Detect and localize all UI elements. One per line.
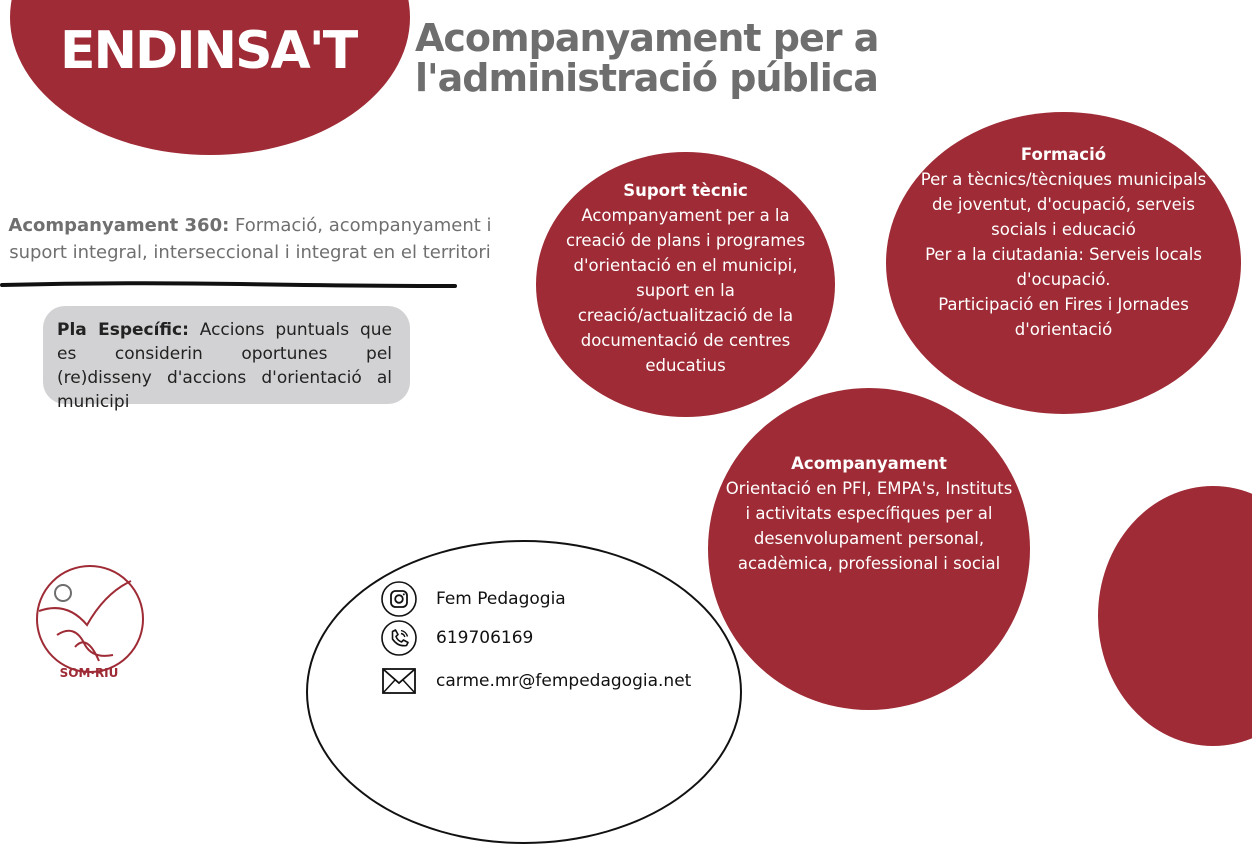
formacio-content [886, 142, 1241, 342]
formacio-title: Formació [1020, 145, 1107, 164]
acompanyament-body: Orientació en PFI, EMPA's, Instituts i activitats específiques per al desenvolupament personal, acadèmica, professional i social [725, 479, 1013, 573]
headline-line-2: l'administració pública [415, 56, 878, 100]
pla-especific-box [43, 306, 410, 412]
formacio-line-2: Per a la ciutadania: Serveis locals d'ocupació. [925, 245, 1202, 289]
pla-especific-label: Pla Específic: [57, 320, 189, 340]
pla-especific-description: Accions puntuals que es considerin oportunes pel (re)disseny d'accions d'orientació al municipi [57, 320, 392, 412]
contact-instagram[interactable] [380, 581, 566, 617]
suport-tecnic-content [536, 178, 835, 378]
phone-icon [380, 620, 418, 656]
formacio-line-3: Participació en Fires i Jornades d'orientació [938, 295, 1189, 339]
brand-title: ENDINSA'T [60, 21, 357, 81]
acompanyament-content [708, 451, 1030, 576]
acompanyament-360-label: Acompanyament 360: [8, 215, 230, 236]
formacio-line-1: Per a tècnics/tècniques municipals de joventut, d'ocupació, serveis socials i educació [920, 170, 1207, 239]
acompanyament-circle [708, 388, 1030, 710]
contact-phone[interactable] [380, 620, 533, 656]
decorative-circle [1098, 486, 1252, 746]
phone-number: 619706169 [436, 628, 534, 648]
formacio-circle [886, 112, 1241, 414]
acompanyament-title: Acompanyament [791, 454, 947, 473]
instagram-handle: Fem Pedagogia [436, 589, 566, 609]
headline-line-1: Acompanyament per a [415, 16, 879, 60]
envelope-icon [380, 663, 418, 699]
instagram-icon [380, 581, 418, 617]
headline [415, 18, 878, 98]
suport-tecnic-body: Acompanyament per a la creació de plans i programes d'orientació en el municipi, suport en la creació/actualització de la documentació de centres educatius [565, 206, 806, 375]
contact-email[interactable] [380, 663, 691, 699]
acompanyament-360-description: Formació, acompanyament i suport integral, interseccional i integrat en el territori [9, 215, 492, 263]
suport-tecnic-circle [536, 152, 835, 417]
somriu-logo-text: SOM·RIU [59, 666, 119, 680]
acompanyament-360-text [8, 212, 492, 266]
email-address: carme.mr@fempedagogia.net [436, 671, 692, 691]
somriu-logo [27, 563, 153, 689]
brush-underline [0, 280, 460, 290]
suport-tecnic-title: Suport tècnic [623, 181, 748, 200]
